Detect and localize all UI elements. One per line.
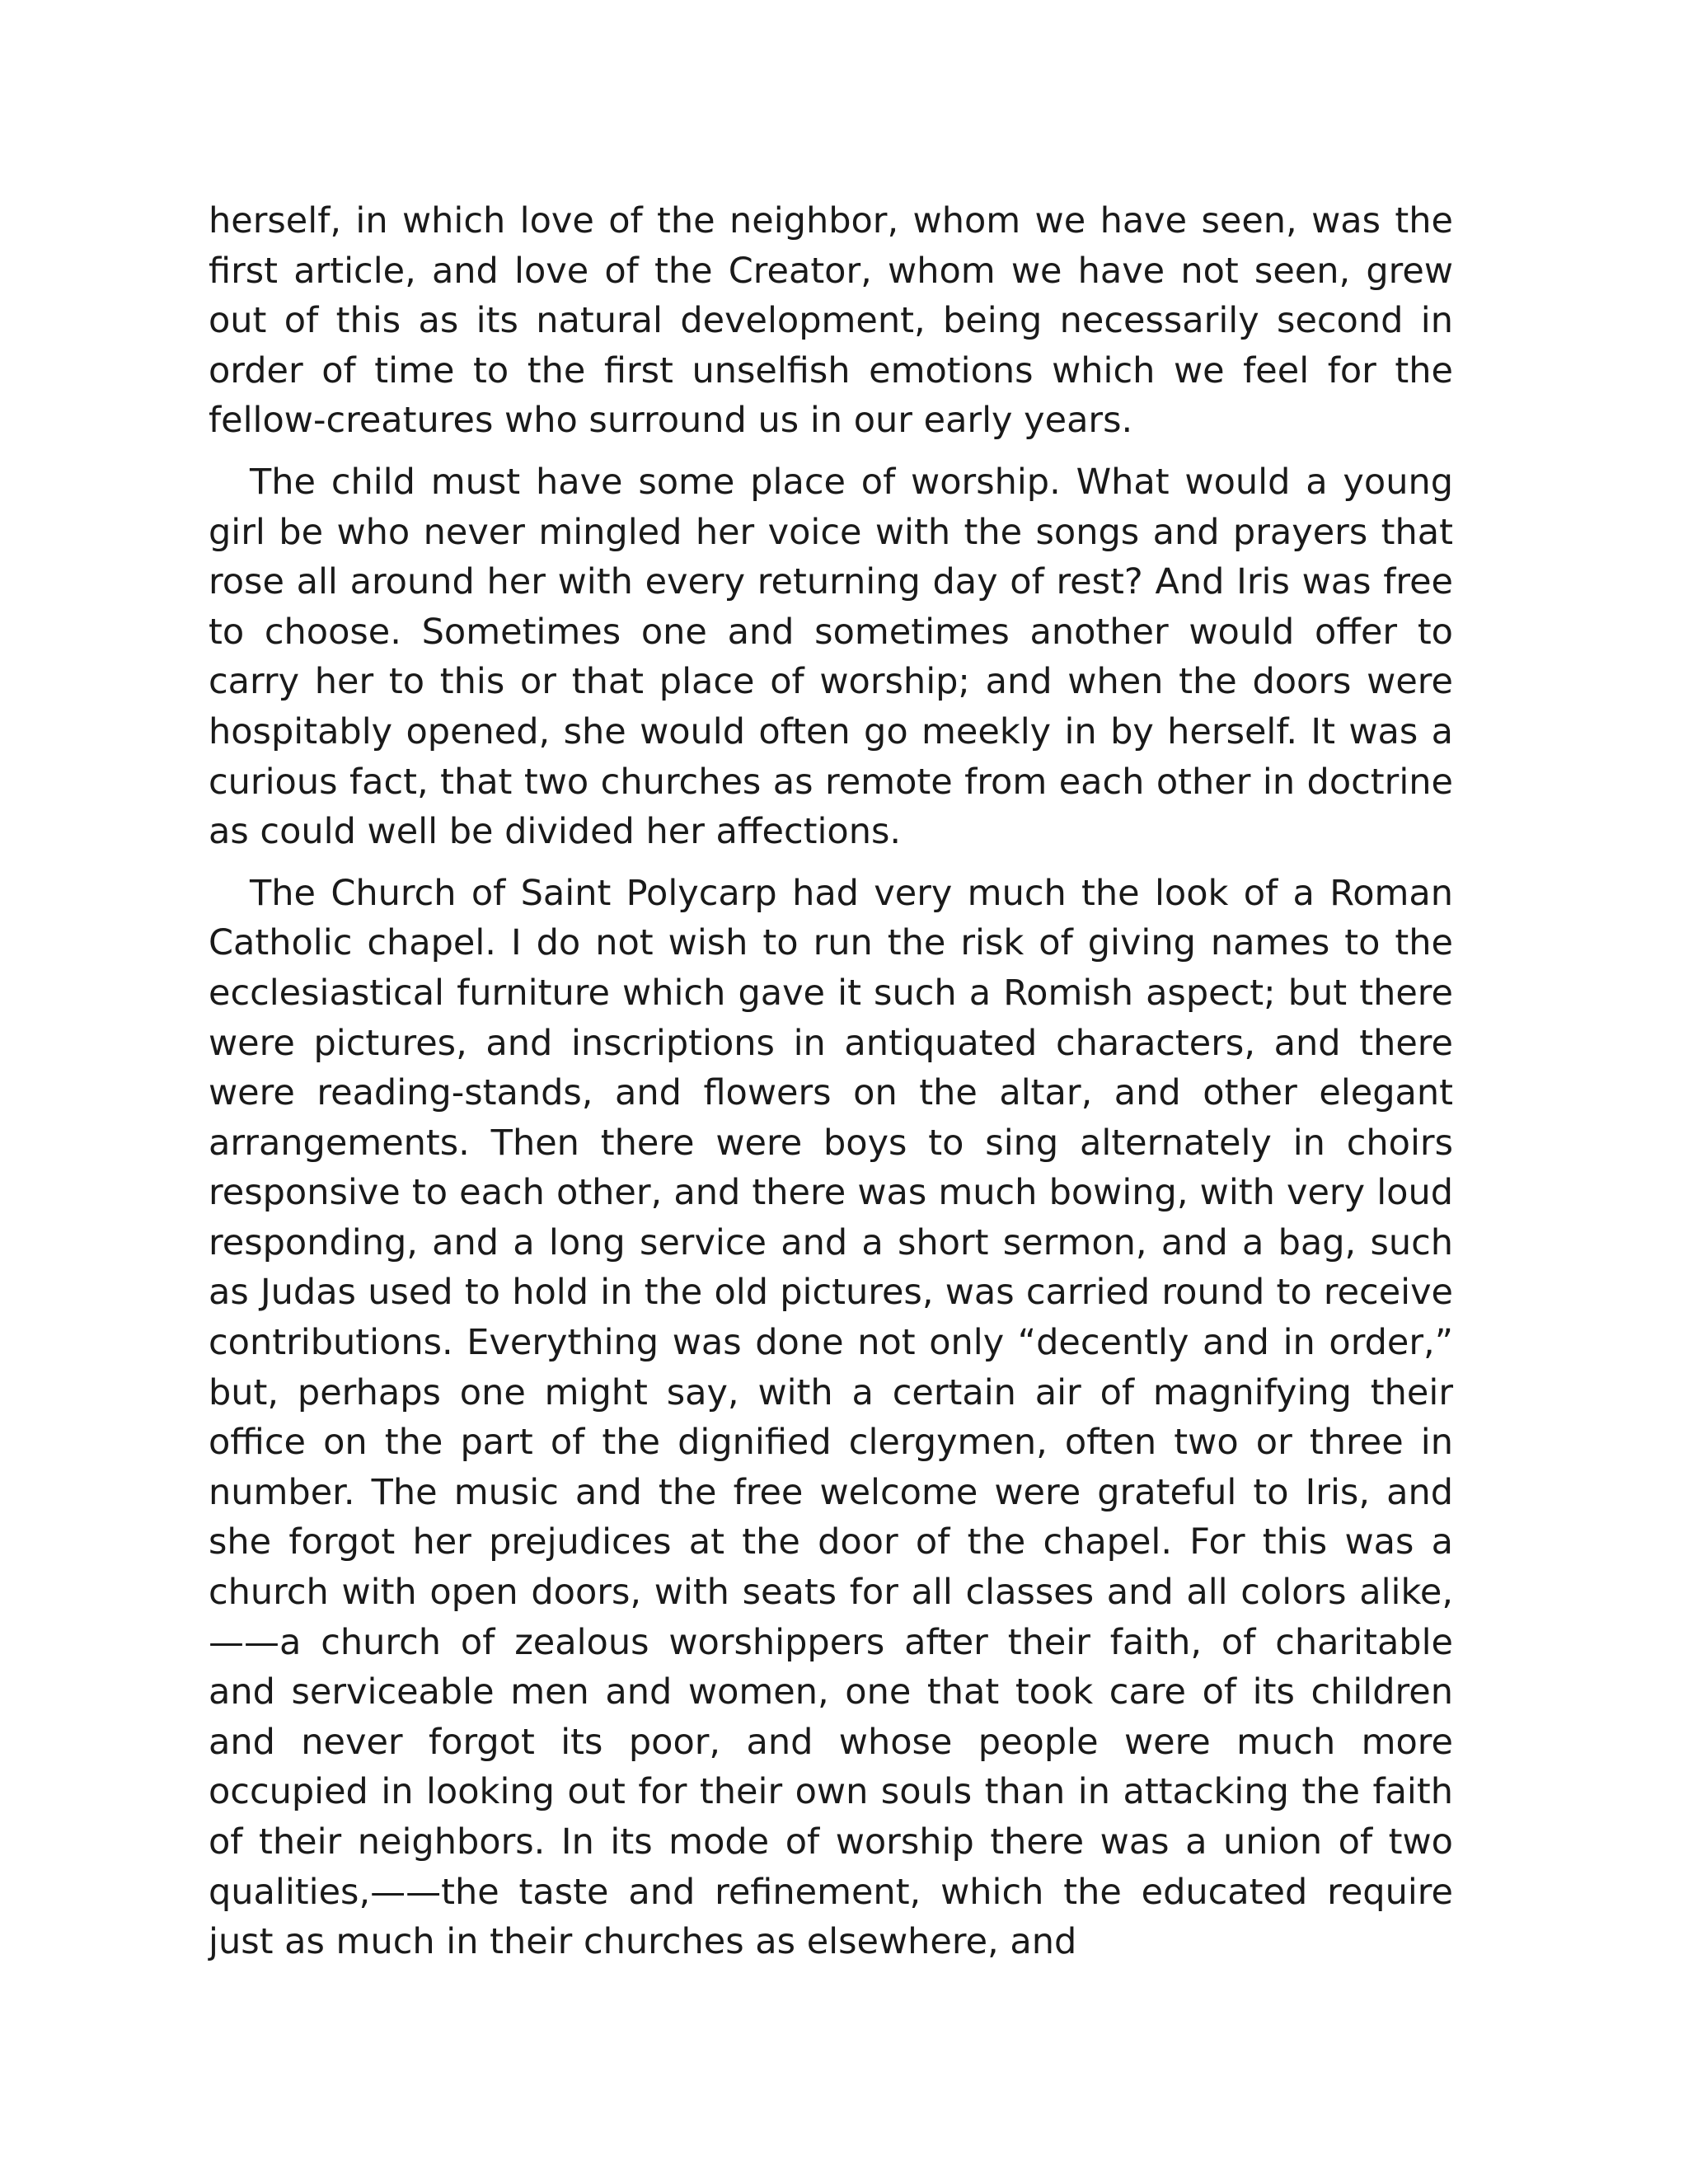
paragraph-place-of-worship: The child must have some place of worship. What would a young girl be who never mingled her voice with the songs and prayers that rose all around her with every returning day of rest? And Iris was free to choose. Sometimes one and sometimes another would offer to carry her to this or that place of worship; and when the doors were hospitably opened, she would often go meekly in by herself. It was a curious fact, that two churches as remote from each other in doctrine as could well be divided her affections. xyxy=(209,461,1453,853)
paragraph-continuation: herself, in which love of the neighbor, whom we have seen, was the first article, and love of the Creator, whom we have not seen, grew out of this as its natural development, being necessarily second in order of time to the first unselfish emotions which we feel for the fellow-creatures who surround us in our early years. xyxy=(209,200,1453,442)
page-body xyxy=(209,196,1453,1967)
paragraph-saint-polycarp: The Church of Saint Polycarp had very much the look of a Roman Catholic chapel. I do not wish to run the risk of giving names to the ecclesiastical furniture which gave it such a Romish aspect; but there were pictures, and inscriptions in antiquated characters, and there were reading-stands, and flowers on the altar, and other elegant arrangements. Then there were boys to sing alternately in choirs responsive to each other, and there was much bowing, with very loud responding, and a long service and a short sermon, and a bag, such as Judas used to hold in the old pictures, was carried round to receive contributions. Everything was done not only “decently and in order,” but, perhaps one might say, with a certain air of magnifying their office on the part of the dignified clergymen, often two or three in number. The music and the free welcome were grateful to Iris, and she forgot her prejudices at the door of the chapel. For this was a church with open doors, with seats for all classes and all colors alike,——a church of zealous worshippers after their faith, of charitable and serviceable men and women, one that took care of its children and never forgot its poor, and whose people were much more occupied in looking out for their own souls than in attacking the faith of their neighbors. In its mode of worship there was a union of two qualities,——the taste and refinement, which the educated require just as much in their churches as elsewhere, and xyxy=(209,872,1453,1963)
